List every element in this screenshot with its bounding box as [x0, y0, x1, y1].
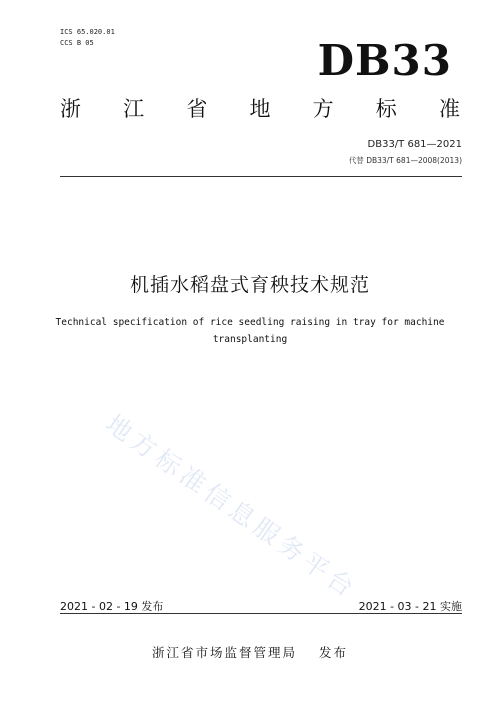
classification-codes: [60, 27, 115, 49]
title-english-line: transplanting: [212, 334, 288, 345]
heading-char: 标: [375, 97, 397, 121]
heading-char: 地: [249, 97, 271, 121]
heading-char: 准: [438, 97, 460, 121]
watermark: 地方标准信息服务平台: [100, 409, 363, 605]
title-chinese: 机插水稻盘式育秧技术规范: [129, 274, 370, 296]
standard-number: DB33/T 681—2021: [367, 139, 462, 150]
heading-char: 方: [312, 97, 334, 121]
issuer-action: 发布: [319, 645, 349, 660]
heading-char: 江: [123, 97, 145, 121]
heading-char: 浙: [60, 97, 81, 121]
issuer: [0, 643, 500, 661]
title-english: [30, 314, 470, 348]
heading-char: 省: [186, 97, 208, 121]
ics-code: ICS 65.020.01: [60, 28, 115, 36]
implement-date: 2021 - 03 - 21 实施: [358, 600, 462, 613]
issuer-name: 浙江省市场监督管理局: [151, 645, 297, 660]
publish-date: 2021 - 02 - 19 发布: [60, 600, 164, 613]
ccs-code: CCS B 05: [60, 39, 94, 47]
header-divider: [60, 176, 462, 177]
title-english-line: Technical specification of rice seedling raising in tray for machine: [55, 317, 445, 328]
footer-divider: [60, 613, 462, 614]
db-mark: DB33: [317, 36, 452, 85]
replaces-standard: 代替 DB33/T 681—2008(2013): [348, 156, 462, 165]
province-standard-heading: [60, 93, 460, 123]
